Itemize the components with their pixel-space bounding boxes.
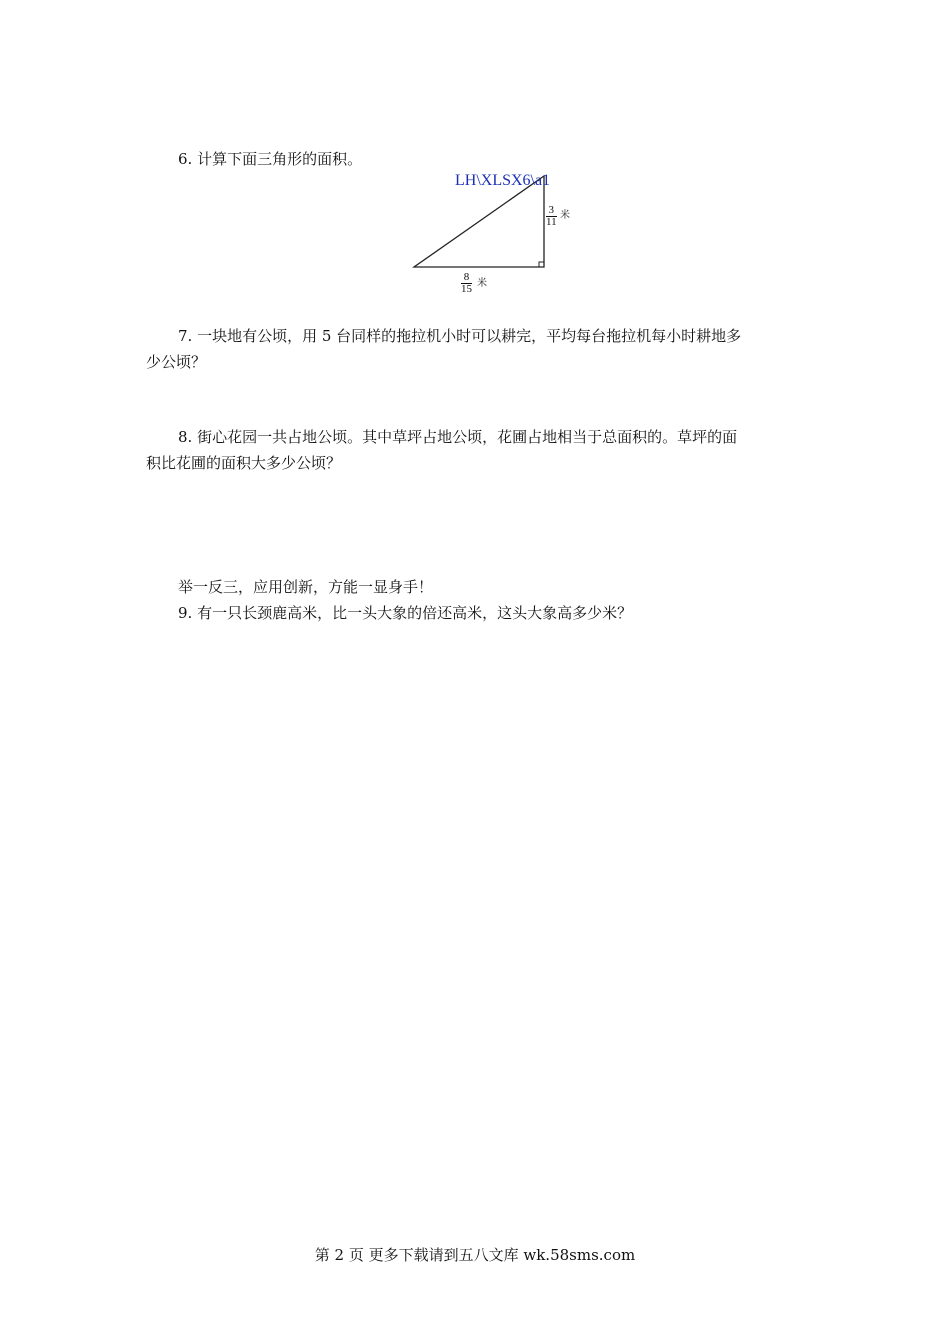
height-fraction: [546, 205, 557, 228]
height-numerator: 3: [546, 205, 557, 217]
section-heading: 举一反三，应用创新，方能一显身手！: [178, 578, 434, 596]
base-fraction: [461, 272, 472, 295]
right-triangle-figure: [405, 168, 585, 303]
question-9: 9. 有一只长颈鹿高米，比一头大象的倍还高米，这头大象高多少米？: [178, 604, 633, 622]
height-denominator: 11: [546, 216, 557, 228]
figure-code-label: LH\XLSX6\a1: [455, 172, 551, 189]
page-footer: 第 2 页 更多下载请到五八文库 wk.58sms.com: [314, 1246, 636, 1264]
question-8-line-2: 积比花圃的面积大多少公顷？: [146, 454, 342, 472]
base-unit: 米: [477, 278, 487, 289]
base-numerator: 8: [461, 272, 472, 284]
question-7-line-1: 7. 一块地有公顷，用 5 台同样的拖拉机小时可以耕完，平均每台拖拉机每小时耕地多: [178, 327, 742, 345]
question-6: 6. 计算下面三角形的面积。: [178, 150, 363, 168]
question-7-line-2: 少公顷？: [146, 353, 207, 371]
base-denominator: 15: [461, 283, 472, 295]
height-unit: 米: [560, 210, 570, 221]
question-8-line-1: 8. 街心花园一共占地公顷。其中草坪占地公顷，花圃占地相当于总面积的。草坪的面: [178, 428, 738, 446]
right-angle-mark: [539, 262, 544, 267]
